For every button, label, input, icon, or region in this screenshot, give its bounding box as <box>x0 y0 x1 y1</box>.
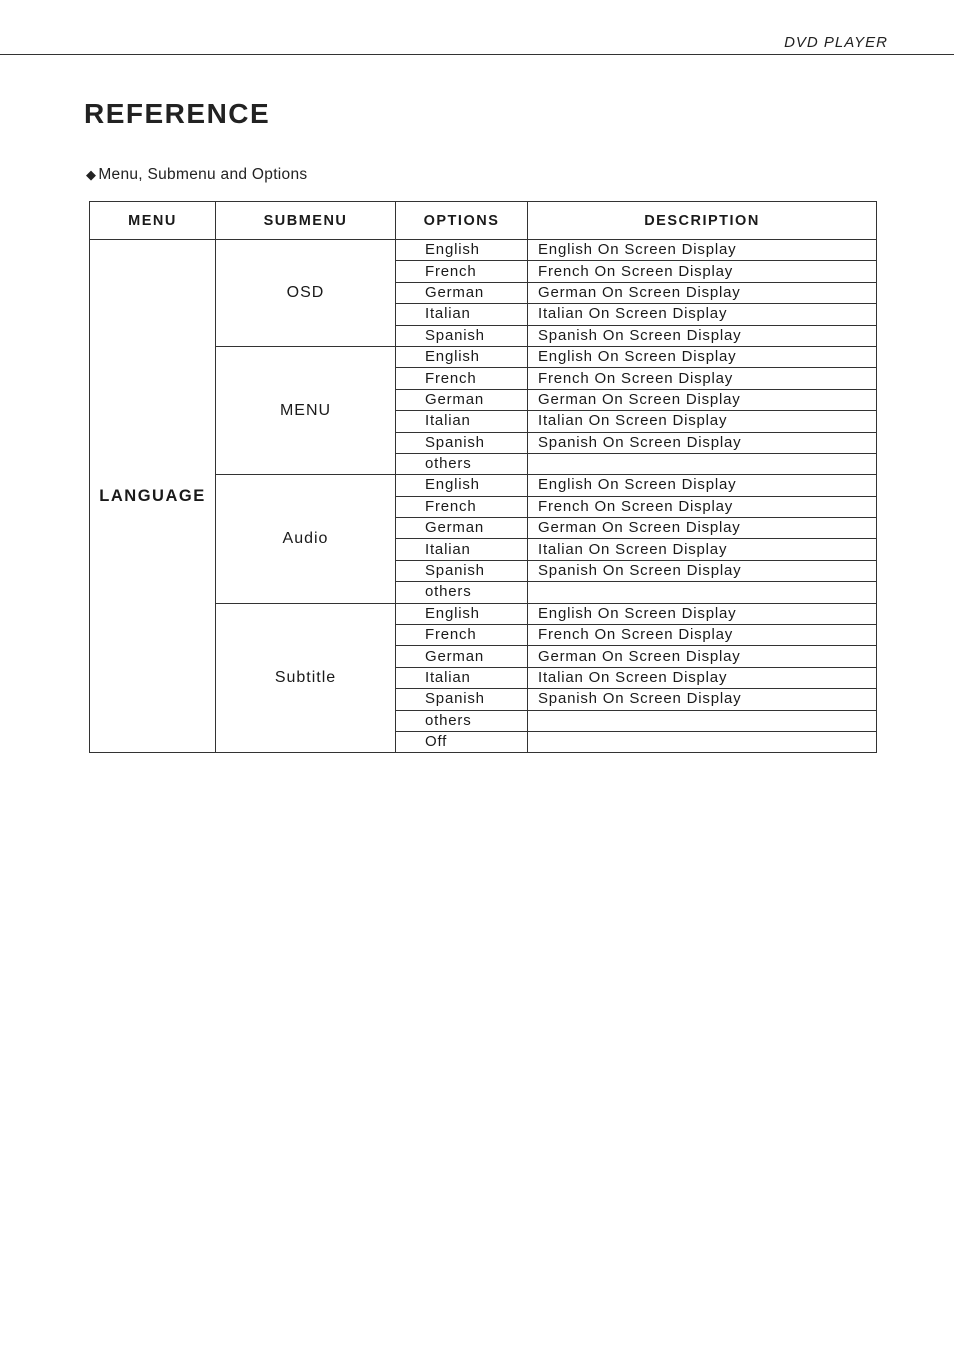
option-cell: others <box>396 582 528 603</box>
option-cell: Italian <box>396 667 528 688</box>
option-cell: English <box>396 240 528 261</box>
description-cell: French On Screen Display <box>528 496 877 517</box>
column-header-description: DESCRIPTION <box>528 202 877 240</box>
section-heading <box>86 166 307 184</box>
column-header-options: OPTIONS <box>396 202 528 240</box>
option-cell: French <box>396 625 528 646</box>
option-cell: English <box>396 475 528 496</box>
description-cell: Italian On Screen Display <box>528 539 877 560</box>
menu-cell-language: LANGUAGE <box>90 240 216 753</box>
table-row <box>90 240 877 261</box>
submenu-cell: MENU <box>216 346 396 474</box>
option-cell: Italian <box>396 304 528 325</box>
submenu-cell: Subtitle <box>216 603 396 753</box>
description-cell: German On Screen Display <box>528 646 877 667</box>
page-title: REFERENCE <box>84 98 271 129</box>
description-cell: Italian On Screen Display <box>528 304 877 325</box>
option-cell: others <box>396 710 528 731</box>
option-cell: Spanish <box>396 325 528 346</box>
option-cell: Italian <box>396 539 528 560</box>
option-cell: French <box>396 368 528 389</box>
description-cell: French On Screen Display <box>528 368 877 389</box>
option-cell: Spanish <box>396 560 528 581</box>
submenu-cell: OSD <box>216 240 396 347</box>
table-body <box>90 240 877 753</box>
reference-table <box>89 201 877 753</box>
description-cell: French On Screen Display <box>528 261 877 282</box>
diamond-bullet-icon: ◆ <box>86 167 97 182</box>
option-cell: Italian <box>396 411 528 432</box>
description-cell <box>528 731 877 752</box>
description-cell: English On Screen Display <box>528 603 877 624</box>
description-cell: German On Screen Display <box>528 389 877 410</box>
header-rule <box>0 54 954 55</box>
description-cell <box>528 710 877 731</box>
table-header-row <box>90 202 877 240</box>
description-cell: Italian On Screen Display <box>528 411 877 432</box>
option-cell: German <box>396 646 528 667</box>
description-cell: French On Screen Display <box>528 625 877 646</box>
option-cell: English <box>396 346 528 367</box>
description-cell: Spanish On Screen Display <box>528 432 877 453</box>
description-cell: German On Screen Display <box>528 282 877 303</box>
option-cell: German <box>396 282 528 303</box>
option-cell: Off <box>396 731 528 752</box>
option-cell: Spanish <box>396 432 528 453</box>
submenu-cell: Audio <box>216 475 396 603</box>
description-cell <box>528 582 877 603</box>
column-header-menu: MENU <box>90 202 216 240</box>
section-heading-text: Menu, Submenu and Options <box>98 166 308 183</box>
description-cell: Spanish On Screen Display <box>528 560 877 581</box>
description-cell: English On Screen Display <box>528 240 877 261</box>
column-header-submenu: SUBMENU <box>216 202 396 240</box>
option-cell: French <box>396 496 528 517</box>
description-cell: Spanish On Screen Display <box>528 689 877 710</box>
description-cell: English On Screen Display <box>528 346 877 367</box>
description-cell: English On Screen Display <box>528 475 877 496</box>
option-cell: German <box>396 389 528 410</box>
option-cell: English <box>396 603 528 624</box>
description-cell: Spanish On Screen Display <box>528 325 877 346</box>
description-cell: German On Screen Display <box>528 518 877 539</box>
option-cell: Spanish <box>396 689 528 710</box>
description-cell: Italian On Screen Display <box>528 667 877 688</box>
option-cell: German <box>396 518 528 539</box>
product-label: DVD PLAYER <box>784 34 888 51</box>
option-cell: French <box>396 261 528 282</box>
description-cell <box>528 453 877 474</box>
option-cell: others <box>396 453 528 474</box>
